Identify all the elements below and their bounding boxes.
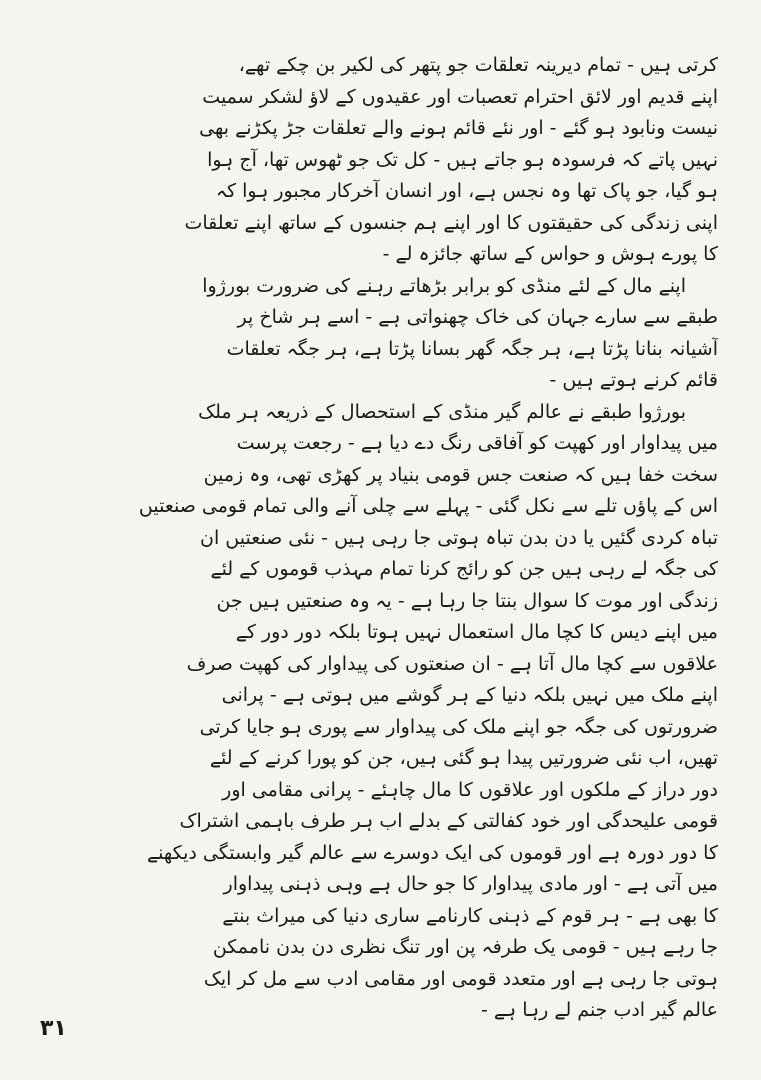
text-line: میں پیداوار اور کھپت کو آفاقی رنگ دے دیا ہے - رجعت پرست — [236, 432, 718, 454]
text-line: جا رہے ہیں - قومی یک طرفہ پن اور تنگ نظری دن بدن ناممکن — [212, 936, 718, 958]
text-line: آشیانہ بنانا پڑتا ہے، ہر جگہ گھر بسانا پڑتا ہے، ہر جگہ تعلقات — [226, 337, 718, 360]
text-line: کرتی ہیں - تمام دیرینہ تعلقات جو پتھر کی لکیر بن چکے تھے، — [238, 54, 718, 76]
text-line: اپنے قدیم اور لائق احترام تعصبات اور عقیدوں کے لاؤ لشکر سمیت — [202, 85, 718, 108]
text-line: ضرورتوں کی جگہ جو اپنے ملک کی پیداوار سے پوری ہو جایا کرتی — [199, 715, 718, 738]
text-line: ہوتی جا رہی ہے اور متعدد قومی اور مقامی ادب سے مل کر ایک — [203, 967, 718, 990]
text-line: کا دور دورہ ہے اور قوموں کی ایک دوسرے سے عالم گیر وابستگی دیکھنے — [147, 841, 718, 864]
text-line: کی جگہ لے رہی ہیں جن کو رائج کرنا تمام مہذب قوموں کے لئے — [210, 558, 718, 580]
text-line: عالم گیر ادب جنم لے رہا ہے - — [481, 999, 718, 1021]
text-line: میں آتی ہے - اور مادی پیداوار کا جو حال ہے وہی ذہنی پیداوار — [223, 873, 718, 895]
text-line: طبقے سے سارے جہان کی خاک چھنواتی ہے - اسے ہر شاخ پر — [237, 306, 718, 328]
text-line: اپنے ملک میں نہیں بلکہ دنیا کے ہر گوشے میں ہوتی ہے - پرانی — [221, 684, 718, 706]
text-line: اپنے مال کے لئے منڈی کو برابر بڑھاتے رہنے کی ضرورت بورژوا — [202, 274, 686, 297]
text-line: ہو گیا، جو پاک تھا وہ نجس ہے، اور انسان آخرکار مجبور ہوا کہ — [215, 180, 718, 202]
text-line: میں اپنے دیس کا کچا مال استعمال نہیں ہوتا بلکہ دور دور کے — [235, 621, 718, 643]
page-number: ۳۱ — [40, 1016, 67, 1041]
text-line: زندگی اور موت کا سوال بنتا جا رہا ہے - یہ وہ صنعتیں ہیں جن — [216, 589, 718, 612]
text-line: دور دراز کے ملکوں اور علاقوں کا مال چاہئے - پرانی مقامی اور — [222, 778, 718, 801]
text-line: اپنی زندگی کی حقیقتوں کا اور اپنے ہم جنسوں کے ساتھ اپنے تعلقات — [184, 211, 718, 234]
text-line: قائم کرنے ہوتے ہیں - — [549, 369, 718, 391]
text-line: نہیں پاتے کہ فرسودہ ہو جاتے ہیں - کل تک جو ٹھوس تھا، آج ہوا — [207, 148, 718, 171]
text-line: نیست ونابود ہو گئے - اور نئے قائم ہونے والے تعلقات جڑ پکڑنے بھی — [199, 117, 718, 139]
text-line: کا بھی ہے - ہر قوم کے ذہنی کارنامے ساری دنیا کی میراث بنتے — [222, 904, 718, 927]
text-line: تباہ کردی گئیں یا دن بدن تباہ ہوتی جا رہی ہیں - نئی صنعتیں ان — [200, 526, 718, 549]
text-line: سخت خفا ہیں کہ صنعت جس قومی بنیاد پر کھڑی تھی، وہ زمین — [203, 463, 718, 486]
text-line: کا پورے ہوش و حواس کے ساتھ جائزہ لے - — [382, 243, 718, 265]
text-line: بورژوا طبقے نے عالم گیر منڈی کے استحصال کے ذریعہ ہر ملک — [198, 400, 686, 423]
text-line: تھیں، اب نئی ضرورتیں پیدا ہو گئی ہیں، جن کو پورا کرنے کے لئے — [209, 747, 718, 769]
body-text — [40, 50, 718, 1027]
text-line: اس کے پاؤں تلے سے نکل گئی - پہلے سے چلی آنے والی تمام قومی صنعتیں — [138, 495, 718, 517]
text-line: قومی علیحدگی اور خود کفالتی کے بدلے اب ہر طرف باہمی اشتراک — [179, 810, 718, 832]
text-line: علاقوں سے کچا مال آتا ہے - ان صنعتوں کی پیداوار کی کھپت صرف — [186, 652, 718, 675]
